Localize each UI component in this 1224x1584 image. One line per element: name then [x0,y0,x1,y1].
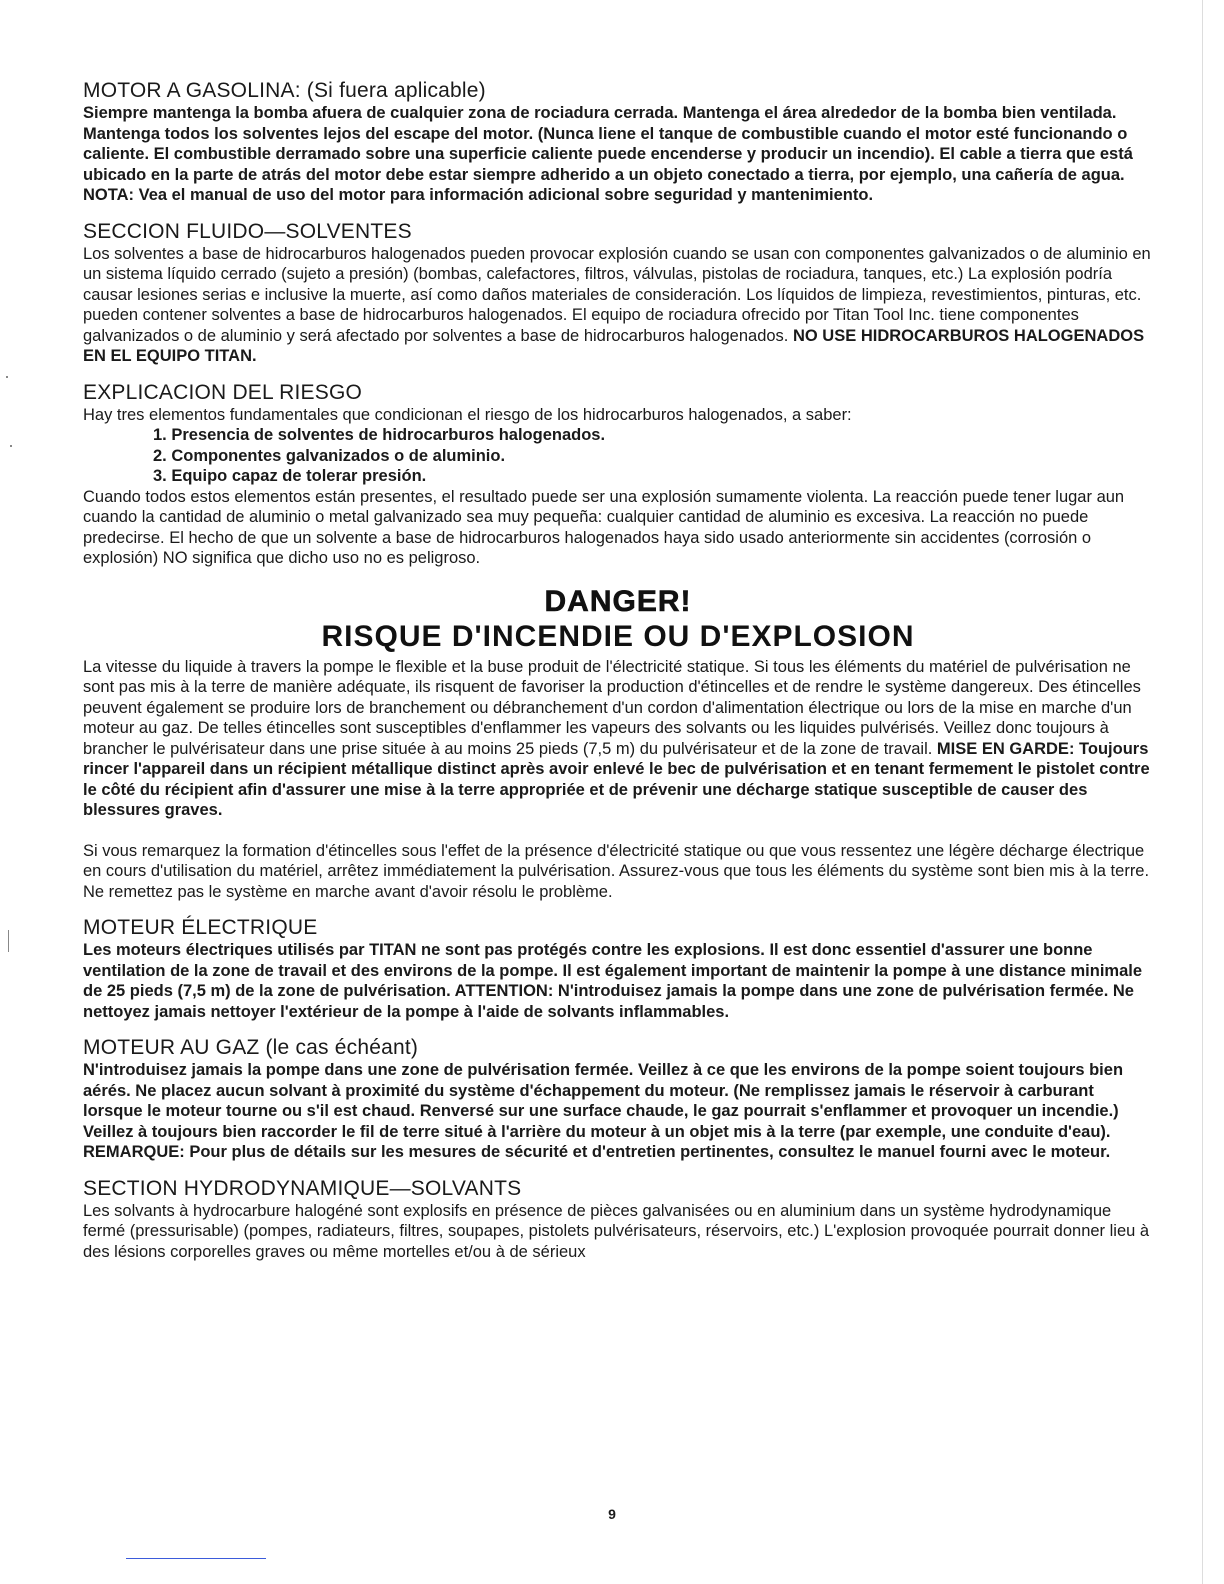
section-body: Siempre mantenga la bomba afuera de cualquier zona de rociadura cerrada. Mantenga el área alrededor de la bomba bien ventilada. Mantenga todos los solventes lejos del escape del motor. (Nunca liene el tanque de combustible cuando el motor esté funcionando o caliente. El combustible derramado sobre una superficie caliente puede encenderse y producir un incendio). El cable a tierra que está ubicado en la parte de atrás del motor debe estar siempre adherido a un objeto conectado a tierra, por ejemplo, una cañería de agua. NOTA: Vea el manual de uso del motor para información adicional sobre seguridad y mantenimiento. [83,104,1133,204]
section-moteur-electrique [83,916,1153,1022]
page-content [83,79,1153,1262]
page-number: 9 [608,1506,616,1522]
body-warning: NO USE HIDROCARBUROS HALOGENADOS EN EL EQUIPO TITAN. [83,326,1145,365]
section-motor-gasolina [83,79,1153,206]
section-body [83,657,1153,821]
section-body: Les moteurs électriques utilisés par TITAN ne sont pas protégés contre les explosions. Il est donc essentiel d'assurer une bonne ventilation de la zone de travail et des environs de la pompe. Il est également important de maintenir la pompe à une distance minimale de 25 pieds (7,5 m) de la zone de pulvérisation. ATTENTION: N'introduisez jamais la pompe dans une zone de pulvérisation fermée. Ne nettoyez jamais nettoyer l'extérieur de la pompe à l'aide de solvants inflammables. [83,941,1143,1021]
section-explicacion-riesgo [83,381,1153,569]
section-hydrodynamique [83,1177,1153,1263]
section-heading: MOTEUR ÉLECTRIQUE [83,916,318,939]
section-body: N'introduisez jamais la pompe dans une zone de pulvérisation fermée. Veillez à ce que les environs de la pompe soient toujours bien aérés. Ne placez aucun solvant à proximité du système d'échappement du moteur. (Ne remplissez jamais le réservoir à carburant lorsque le moteur tourne ou s'il est chaud. Renversé sur une surface chaude, le gaz pourrait s'enflammer et provoquer un incendie.) Veillez à toujours bien raccorder le fil de terre situé à l'arrière du moteur à un objet mis à la terre (par exemple, une conduite d'eau). REMARQUE: Pour plus de détails sur les mesures de sécurité et d'entretien pertinentes, consultez le manuel fourni avec le moteur. [83,1061,1124,1161]
risk-list [83,425,1153,487]
section-body: Cuando todos estos elementos están presentes, el resultado puede ser una explosión sumamente violenta. La reacción puede tener lugar aun cuando la cantidad de aluminio o metal galvanizado sea muy pequeña: cualquier cantidad de aluminio es excesiva. La reacción no puede predecirse. El hecho de que un solvente a base de hidrocarburos halogenados haya sido usado anteriormente sin accidentes (corrosión o explosión) NO significa que dicho uso no es peligroso. [83,487,1125,567]
section-danger [83,585,1153,903]
danger-title: DANGER! [544,584,692,618]
section-body [83,244,1153,367]
body-text: La vitesse du liquide à travers la pompe le flexible et la buse produit de l'électricité statique. Si tous les éléments du matériel de pulvérisation ne sont pas mis à la terre de manière adéquate, ils risquent de favoriser la production d'étincelles et de rendre le système dangereux. Des étincelles peuvent également se produire lors de branchement ou débranchement d'un cordon d'alimentation électrique ou lors de la mise en marche d'un moteur au gaz. De telles étincelles sont susceptibles d'enflammer les vapeurs des solvants ou les liquides pulvérisés. Veillez donc toujours à brancher le pulvérisateur dans une prise située à au moins 25 pieds (7,5 m) du pulvérisateur et de la zone de travail. [83,657,1141,758]
section-body: Les solvants à hydrocarbure halogéné sont explosifs en présence de pièces galvanisées ou en aluminium dans un système hydrodynamique fermé (pressurisable) (pompes, radiateurs, filtres, soupapes, pistolets pulvérisateurs, réservoirs, etc.) L'explosion provoquée pourrait donner lieu à des lésions corporelles graves ou même mortelles et/ou à de sérieux [83,1201,1150,1261]
body-text: Los solventes a base de hidrocarburos halogenados pueden provocar explosión cuando se usan con componentes galvanizados o de aluminio en un sistema líquido cerrado (sujeto a presión) (bombas, calefactores, filtros, válvulas, pistolas de rociadura, tanques, etc.) La explosión podría causar lesiones serias e inclusive la muerte, así como daños materiales de consideración. Los líquidos de limpieza, revestimientos, pinturas, etc. pueden contener solventes a base de hidrocarburos halogenados. El equipo de rociadura ofrecido por Titan Tool Inc. tiene componentes galvanizados o de aluminio y será afectado por solventes a base de hidrocarburos halogenados. [83,244,1151,345]
section-heading: SECCION FLUIDO—SOLVENTES [83,219,412,243]
section-heading: EXPLICACION DEL RIESGO [83,380,363,404]
list-item: 2. Componentes galvanizados o de aluminio. [153,446,506,465]
footer-rule [126,1558,266,1559]
section-fluido-solventes [83,220,1153,367]
section-body-2: Si vous remarquez la formation d'étincelles sous l'effet de la présence d'électricité statique ou que vous ressentez une légère décharge électrique en cours d'utilisation du matériel, arrêtez immédiatement la pulvérisation. Assurez-vous que tous les éléments du système sont bien mis à la terre. Ne remettez pas le système en marche avant d'avoir résolu le problème. [83,841,1150,901]
section-heading: MOTOR A GASOLINA: (Si fuera aplicable) [83,79,486,102]
scan-mark [10,445,12,447]
section-heading: MOTEUR AU GAZ (le cas échéant) [83,1036,419,1059]
scan-mark [6,376,8,378]
section-heading: SECTION HYDRODYNAMIQUE—SOLVANTS [83,1176,522,1200]
section-moteur-gaz [83,1036,1153,1163]
list-item: 1. Presencia de solventes de hidrocarburos halogenados. [153,426,606,444]
scan-mark [1202,0,1203,1584]
scan-mark [8,930,9,952]
danger-subtitle: RISQUE D'INCENDIE OU D'EXPLOSION [321,619,915,653]
list-item: 3. Equipo capaz de tolerar presión. [153,467,427,485]
body-warning: MISE EN GARDE: Toujours rincer l'appareil dans un récipient métallique distinct après avoir enlevé le bec de pulvérisation et en tenant fermement le pistolet contre le côté du récipient afin d'assurer une mise à la terre appropriée et de prévenir une décharge statique susceptible de causer des blessures graves. [83,739,1150,819]
section-intro: Hay tres elementos fundamentales que condicionan el riesgo de los hidrocarburos halogenados, a saber: [83,405,852,424]
